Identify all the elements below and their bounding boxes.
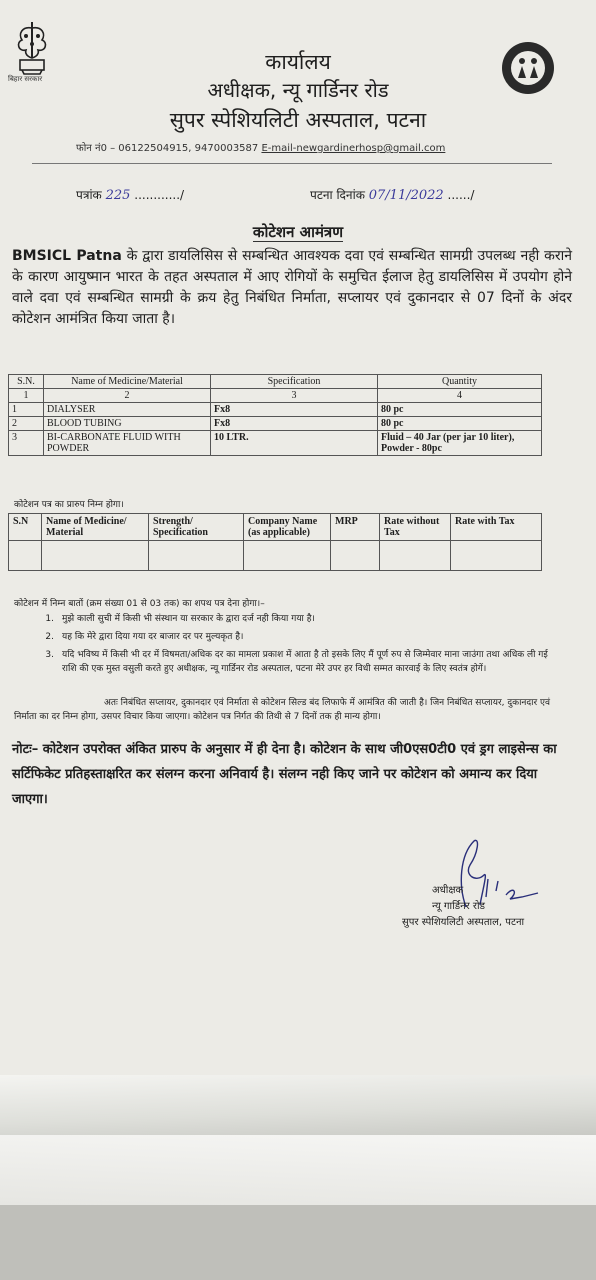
reference-value: 225 bbox=[105, 188, 131, 203]
items-table bbox=[8, 374, 542, 456]
signatory-title: अधीक्षक bbox=[432, 885, 464, 896]
intro-text: के द्वारा डायलिसिस से सम्बन्धित आवश्यक दवा एवं सम्बन्धित सामग्री उपलब्ध नही कराने के कारण आयुष्मान भारत के तहत अस्पताल में आए रोगियों के समुचित ईलाज हेतु डायलिसिस में उपयोग होने वाले दवा एवं सम्बन्धित सामग्री के क्रय हेतु निबंधित निर्माता, सप्लायर एवं दुकानदार से 07 दिनों के अंदर कोटेशन आमंत्रित किया जाता है। bbox=[12, 248, 572, 327]
condition-number: 1. bbox=[45, 614, 54, 624]
condition-number: 2. bbox=[45, 632, 54, 642]
cell-name: BLOOD TUBING bbox=[44, 417, 211, 431]
cell-sn: 3 bbox=[9, 431, 44, 456]
emblem-caption: बिहार सरकार bbox=[8, 75, 43, 83]
fmt-col-sn: S.N bbox=[9, 514, 42, 541]
col-header-name: Name of Medicine/Material bbox=[44, 375, 211, 389]
cell-spec: Fx8 bbox=[211, 417, 378, 431]
col-header-qty: Quantity bbox=[378, 375, 542, 389]
items-table-header bbox=[9, 375, 542, 389]
note-paragraph: नोटः– कोटेशन उपरोक्त अंकित प्रारुप के अनुसार में ही देना है। कोटेशन के साथ जी0एस0टी0 एवं ड्रग लाइसेन्स का सर्टिफिकेट प्रतिहस्ताक्षरित कर संलग्न करना अनिवार्य है। संलग्न नही किए जाने पर कोटेशन को अमान्य कर दिया जाएगा। bbox=[12, 742, 557, 807]
fmt-col-strength: Strength/ Specification bbox=[149, 514, 244, 541]
fmt-col-rate-with-tax: Rate with Tax bbox=[451, 514, 542, 541]
reference-date: पटना दिनांक 07/11/2022 ....../ bbox=[310, 188, 475, 203]
cell-sn: 1 bbox=[9, 403, 44, 417]
contact-line bbox=[76, 140, 445, 154]
email-address: E-mail-newgardinerhosp@gmail.com bbox=[261, 143, 446, 154]
col-num: 2 bbox=[44, 389, 211, 403]
table-row bbox=[9, 431, 542, 456]
fmt-col-mrp: MRP bbox=[331, 514, 380, 541]
cell-qty: 80 pc bbox=[378, 417, 542, 431]
fmt-col-rate-without-tax: Rate without Tax bbox=[380, 514, 451, 541]
condition-item bbox=[14, 612, 554, 626]
condition-number: 3. bbox=[45, 650, 54, 660]
condition-item bbox=[14, 648, 554, 676]
cell-name: BI-CARBONATE FLUID WITH POWDER bbox=[44, 431, 211, 456]
date-value: 07/11/2022 bbox=[368, 188, 444, 203]
col-header-spec: Specification bbox=[211, 375, 378, 389]
col-num: 4 bbox=[378, 389, 542, 403]
conditions-closing: अतः निबंधित सप्लायर, दुकानदार एवं निर्माता से कोटेशन सिल्ड बंद लिफाफे में आमंत्रित की जाती है। जिन निबंधित सप्लायर, दुकानदार एवं निर्माता का दर निम्न होगा, उसपर विचार किया जाएगा। कोटेशन पत्र निर्गत की तिथी से 7 दिनों तक ही मान्य होगा। bbox=[14, 698, 551, 722]
condition-item bbox=[14, 630, 554, 644]
document-title bbox=[0, 222, 596, 242]
col-header-sn: S.N. bbox=[9, 375, 44, 389]
title-text: कोटेशन आमंत्रण bbox=[252, 223, 344, 241]
format-table-header bbox=[9, 514, 542, 541]
table-row bbox=[9, 417, 542, 431]
office-title: कार्यालय bbox=[265, 50, 331, 74]
format-label: कोटेशन पत्र का प्रारुप निम्न होगा। bbox=[14, 500, 124, 510]
col-num: 3 bbox=[211, 389, 378, 403]
condition-text: यदि भविष्य में किसी भी दर में विषमता/अधिक दर का मामला प्रकाश में आता है तो इसके लिए मैं पूर्ण रुप से जिम्मेवार माना जाउंगा तथा अधिक ली गई राशि की एक मुस्त वसुली करते हुए अधीक्षक, न्यू गार्डिनर रोड अस्पताल, पटना मेरे उपर हर विधी सम्मत कारवाई के लिए स्वतंत्र होगें। bbox=[62, 650, 548, 674]
fmt-col-name: Name of Medicine/ Material bbox=[42, 514, 149, 541]
conditions-label: कोटेशन में निम्न बातों (क्रम संख्या 01 से 03 तक) का शपथ पत्र देना होगा।– bbox=[14, 599, 265, 609]
lower-paper-fold bbox=[0, 1075, 596, 1280]
header-divider bbox=[32, 163, 552, 164]
items-table-colnums bbox=[9, 389, 542, 403]
hospital-name: सुपर स्पेशियलिटी अस्पताल, पटना bbox=[169, 108, 427, 132]
reference-label: पत्रांक bbox=[76, 188, 102, 202]
date-label: पटना दिनांक bbox=[310, 188, 365, 202]
cell-qty: Fluid – 40 Jar (per jar 10 liter), Powder - 80pc bbox=[378, 431, 542, 456]
fmt-col-company: Company Name (as applicable) bbox=[244, 514, 331, 541]
phone-numbers: फोन नं0 – 06122504915, 9470003587 bbox=[76, 143, 259, 154]
quotation-format-table bbox=[8, 513, 542, 571]
reference-number: पत्रांक 225 ............/ bbox=[76, 188, 185, 203]
cell-sn: 2 bbox=[9, 417, 44, 431]
format-empty-row bbox=[9, 541, 542, 571]
col-num: 1 bbox=[9, 389, 44, 403]
signatory-hospital: सुपर स्पेशियलिटी अस्पताल, पटना bbox=[402, 917, 525, 928]
condition-text: यह कि मेरे द्वारा दिया गया दर बाजार दर पर मुल्यकृत है। bbox=[62, 632, 244, 642]
table-row bbox=[9, 403, 542, 417]
condition-text: मुझे काली सुची में किसी भी संस्थान या सरकार के द्वारा दर्ज नही किया गया है। bbox=[62, 614, 315, 624]
intro-org: BMSICL Patna bbox=[12, 248, 122, 264]
cell-spec: 10 LTR. bbox=[211, 431, 378, 456]
cell-name: DIALYSER bbox=[44, 403, 211, 417]
office-designation: अधीक्षक, न्यू गार्डिनर रोड bbox=[207, 78, 389, 102]
intro-paragraph bbox=[12, 246, 572, 330]
cell-qty: 80 pc bbox=[378, 403, 542, 417]
cell-spec: Fx8 bbox=[211, 403, 378, 417]
signatory-office: न्यू गार्डिनर रोड bbox=[432, 901, 485, 912]
